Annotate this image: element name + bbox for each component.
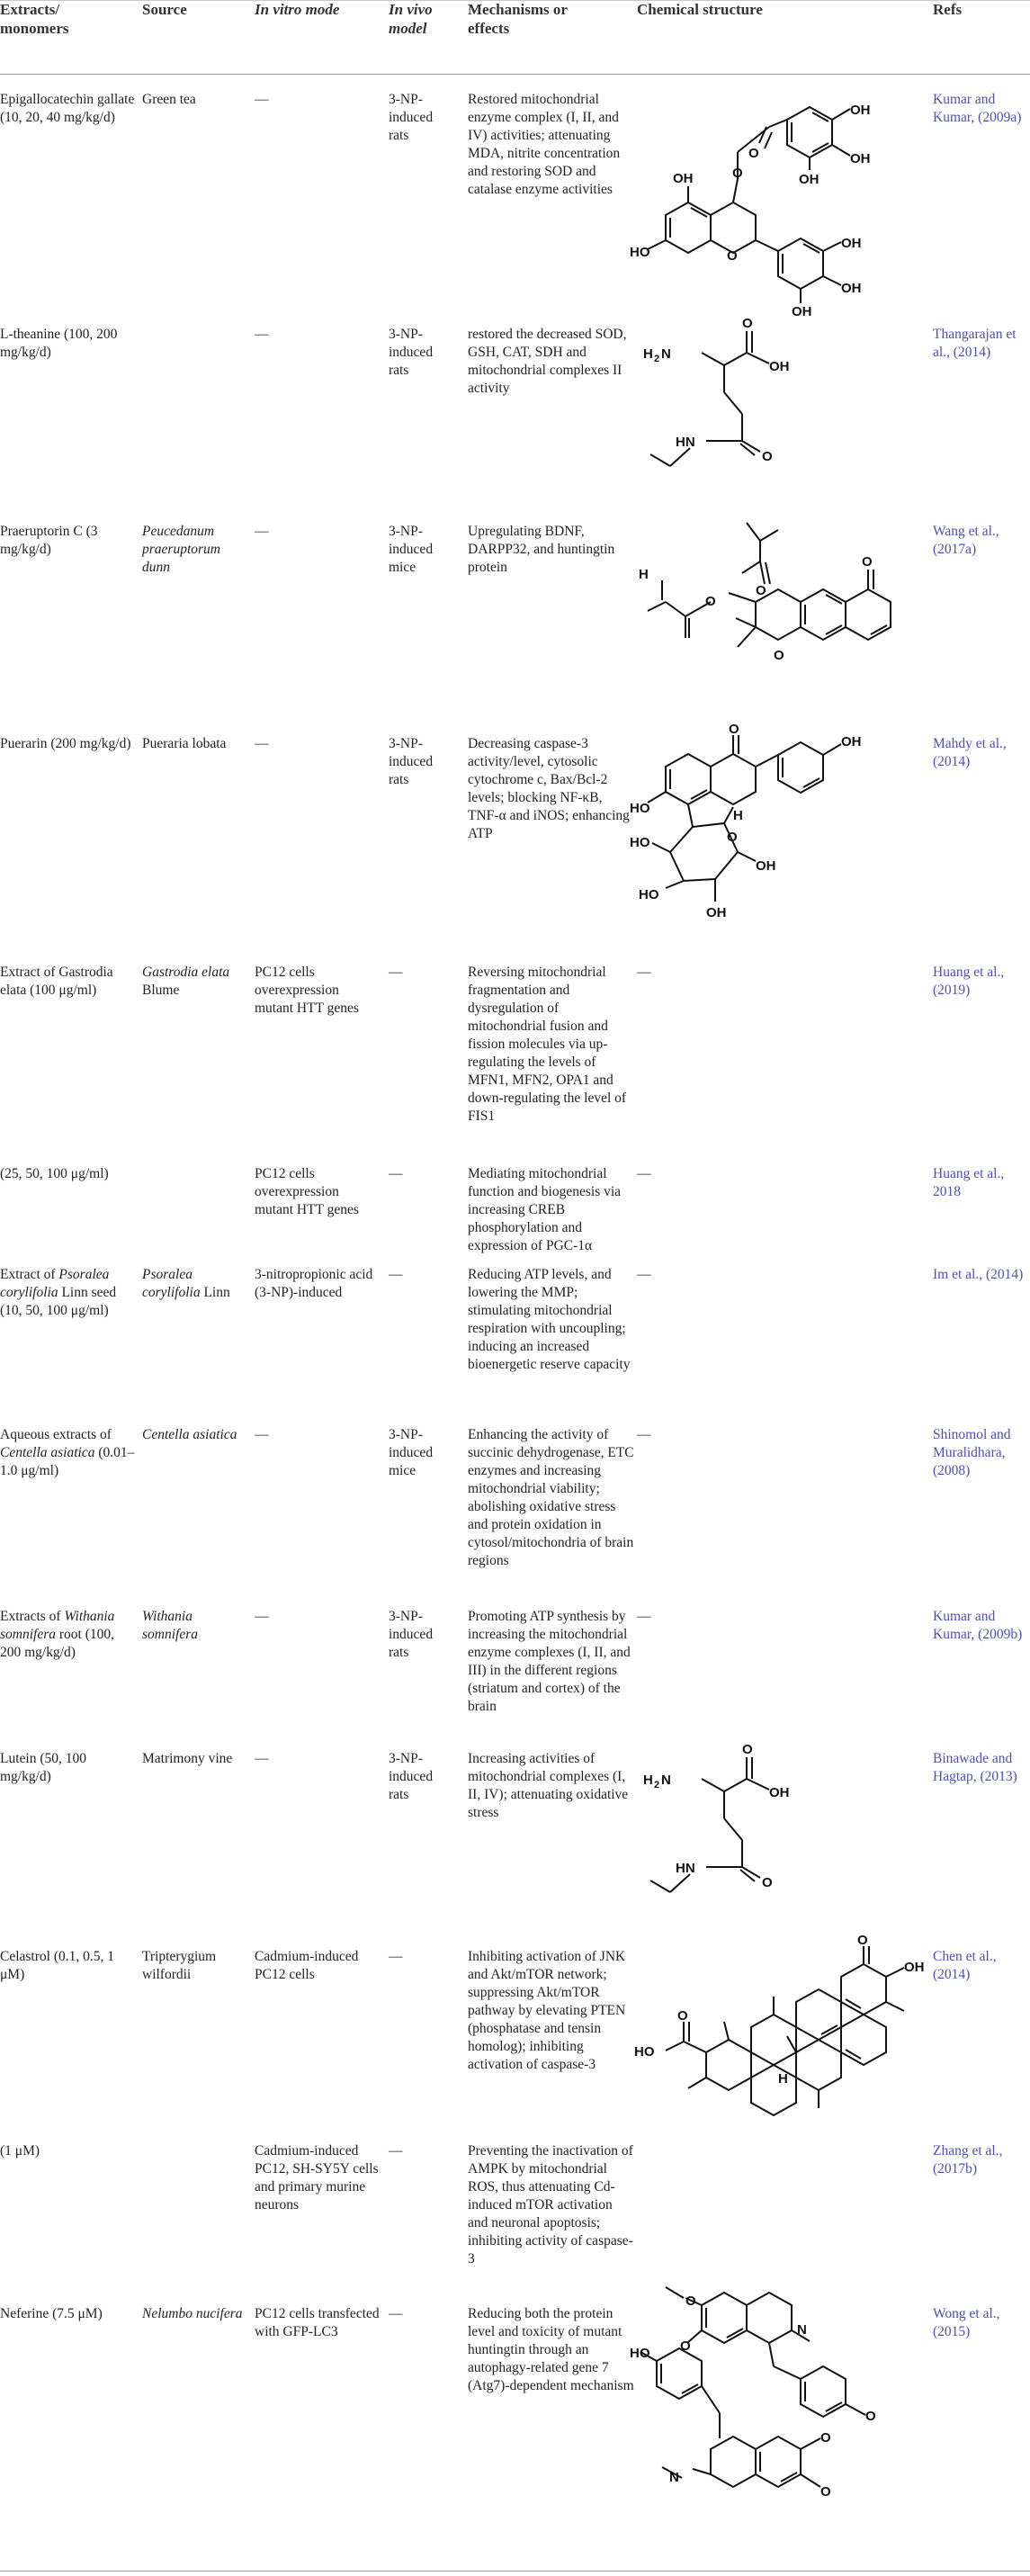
- cell-chemical-structure: —: [637, 1166, 651, 1181]
- svg-text:H: H: [639, 567, 649, 582]
- lutein-structure: [643, 1741, 823, 1912]
- name-part: Linn seed (10, 50, 100 μg/ml): [0, 1285, 117, 1318]
- cell-in-vitro: Cadmium-induced PC12, SH-SY5Y cells and primary murine neurons: [255, 2143, 379, 2212]
- cell-in-vitro: —: [255, 1427, 269, 1442]
- cell-mechanism: Mediating mitochondrial function and biogenesis via increasing CREB phosphorylation and expression of PGC-1α: [468, 1166, 622, 1253]
- svg-text:O: O: [729, 722, 739, 737]
- cell-extract: Epigallocatechin gallate (10, 20, 40 mg/kg/d): [0, 92, 135, 125]
- cell-in-vitro: —: [255, 736, 269, 751]
- header-in-vivo: In vivo model: [389, 1, 433, 37]
- svg-text:OH: OH: [769, 359, 790, 374]
- svg-text:O: O: [685, 2293, 696, 2309]
- cell-source: Pueraria lobata: [142, 736, 227, 751]
- svg-text:HN: HN: [676, 1861, 695, 1876]
- cell-extract: Neferine (7.5 μM): [0, 2306, 103, 2321]
- cell-in-vitro: —: [255, 1751, 269, 1766]
- cell-source: Centella asiatica: [142, 1427, 237, 1442]
- cell-ref-link[interactable]: Shinomol and Muralidhara, (2008): [933, 1427, 1011, 1478]
- cell-in-vivo: 3-NP-induced mice: [389, 524, 434, 575]
- svg-text:H: H: [643, 346, 653, 362]
- svg-text:N: N: [661, 346, 671, 362]
- name-part: elata (100 μg/ml): [0, 983, 97, 998]
- cell-in-vivo: —: [389, 2143, 403, 2159]
- name-part: Extract of: [0, 965, 59, 980]
- cell-mechanism: Promoting ATP synthesis by increasing the mitochondrial enzyme complexes (I, II, and III) in the different regions (striatum and cortex) of the brain: [468, 1609, 631, 1714]
- cell-in-vitro: 3-nitropropionic acid (3-NP)-induced: [255, 1267, 373, 1300]
- cell-in-vitro: Cadmium-induced PC12 cells: [255, 1949, 359, 1982]
- cell-mechanism: Reversing mitochondrial fragmentation and dysregulation of mitochondrial fusion and fission molecules via up-regulating the levels of MFN1, MFN2, OPA1 and down-regulating the level of FIS1: [468, 965, 627, 1124]
- source-part: Blume: [142, 983, 180, 998]
- svg-text:OH: OH: [841, 734, 862, 749]
- cell-ref-link[interactable]: Zhang et al., (2017b): [933, 2143, 1003, 2177]
- svg-text:HO: HO: [630, 2346, 650, 2361]
- svg-text:HN: HN: [676, 435, 695, 450]
- cell-chemical-structure: —: [637, 1267, 651, 1282]
- svg-text:O: O: [865, 2409, 876, 2424]
- svg-text:O: O: [857, 1933, 868, 1948]
- cell-in-vitro: —: [255, 327, 269, 342]
- svg-text:H: H: [733, 808, 743, 823]
- cell-extract: (1 μM): [0, 2143, 40, 2159]
- svg-text:O: O: [748, 146, 759, 161]
- cell-mechanism: Upregulating BDNF, DARPP32, and huntingtin protein: [468, 524, 615, 575]
- svg-text:H: H: [778, 2071, 788, 2087]
- cell-mechanism: restored the decreased SOD, GSH, CAT, SDH and mitochondrial complexes II activity: [468, 327, 627, 396]
- cell-mechanism: Reducing ATP levels, and lowering the MMP; stimulating mitochondrial respiration with uncoupling; inducing an increased bioenergetic reserve capacity: [468, 1267, 631, 1372]
- svg-text:O: O: [774, 648, 784, 663]
- cell-in-vivo: —: [389, 1267, 403, 1282]
- svg-text:O: O: [727, 830, 738, 845]
- svg-text:H: H: [643, 1773, 653, 1788]
- svg-text:OH: OH: [799, 172, 820, 187]
- cell-source: Matrimony vine: [142, 1751, 233, 1766]
- cell-in-vivo: 3-NP-induced mice: [389, 1427, 434, 1478]
- svg-text:O: O: [732, 166, 743, 181]
- cell-chemical-structure: —: [637, 965, 651, 980]
- svg-text:O: O: [680, 2338, 691, 2354]
- bottom-rule: [0, 2571, 1030, 2572]
- neferine-structure: [630, 2278, 927, 2539]
- cell-extract: [0, 964, 135, 1000]
- cell-in-vitro: —: [255, 524, 269, 539]
- header-extracts: Extracts/ monomers: [0, 1, 69, 37]
- cell-chemical-structure: —: [637, 1609, 651, 1624]
- svg-text:HO: HO: [639, 887, 659, 902]
- svg-text:O: O: [742, 316, 753, 331]
- svg-text:O: O: [820, 2430, 831, 2446]
- cell-chemical-structure: —: [637, 1427, 651, 1442]
- cell-in-vitro: —: [255, 92, 269, 107]
- cell-ref-link[interactable]: Kumar and Kumar, (2009a): [933, 92, 1022, 125]
- l-theanine-structure: [643, 315, 823, 486]
- cell-ref-link[interactable]: Chen et al., (2014): [933, 1949, 997, 1982]
- cell-in-vivo: 3-NP-induced rats: [389, 736, 434, 787]
- cell-extract: Praeruptorin C (3 mg/kg/d): [0, 524, 98, 557]
- cell-mechanism: Inhibiting activation of JNK and Akt/mTOR network; suppressing Akt/mTOR pathway by elevating PTEN (phosphatase and tensin homolog); inhibiting activation of caspase-3: [468, 1949, 626, 2072]
- cell-extract: Celastrol (0.1, 0.5, 1 μM): [0, 1949, 114, 1982]
- svg-text:HO: HO: [630, 245, 650, 260]
- name-part: Psoralea corylifolia: [0, 1267, 110, 1300]
- cell-in-vitro: PC12 cells overexpression mutant HTT genes: [255, 965, 359, 1016]
- praeruptorin-c-structure: [630, 512, 927, 692]
- name-part: Centella asiatica: [0, 1445, 95, 1460]
- svg-text:HO: HO: [634, 2044, 655, 2060]
- name-part: Withania somnifera: [0, 1609, 115, 1642]
- name-part: Gastrodia: [58, 965, 113, 980]
- cell-source: Nelumbo nucifera: [142, 2306, 243, 2321]
- source-part: Gastrodia elata: [142, 965, 230, 980]
- svg-text:OH: OH: [841, 236, 862, 251]
- svg-text:OH: OH: [706, 905, 727, 920]
- cell-in-vivo: —: [389, 965, 403, 980]
- cell-extract: [0, 1266, 135, 1320]
- header-mechanisms: Mechanisms or effects: [468, 1, 568, 37]
- cell-extract: L-theanine (100, 200 mg/kg/d): [0, 327, 118, 360]
- svg-text:N: N: [669, 2470, 679, 2485]
- cell-ref-link[interactable]: Mahdy et al., (2014): [933, 736, 1007, 769]
- svg-text:OH: OH: [850, 151, 871, 166]
- cell-in-vivo: —: [389, 2306, 403, 2321]
- name-part: root (100, 200 mg/kg/d): [0, 1627, 115, 1660]
- name-part: Extracts of: [0, 1609, 65, 1624]
- source-part: Psoralea corylifolia: [142, 1267, 201, 1300]
- cell-in-vitro: PC12 cells transfected with GFP-LC3: [255, 2306, 380, 2339]
- cell-mechanism: Reducing both the protein level and toxicity of mutant huntingtin through an autophagy-related gene 7 (Atg7)-dependent mechanism: [468, 2306, 634, 2393]
- cell-ref-link[interactable]: Im et al., (2014): [933, 1267, 1024, 1282]
- svg-text:O: O: [677, 2008, 688, 2024]
- egcg-structure: [630, 80, 927, 319]
- header-source: Source: [142, 1, 187, 18]
- cell-in-vivo: 3-NP-induced rats: [389, 327, 434, 378]
- svg-text:N: N: [797, 2322, 807, 2338]
- cell-extract: Lutein (50, 100 mg/kg/d): [0, 1751, 86, 1784]
- svg-text:2: 2: [654, 1780, 660, 1791]
- svg-text:O: O: [727, 248, 738, 264]
- cell-in-vivo: —: [389, 1166, 403, 1181]
- name-part: Extract of: [0, 1267, 59, 1282]
- svg-text:2: 2: [654, 354, 660, 364]
- cell-mechanism: Preventing the inactivation of AMPK by mitochondrial ROS, thus attenuating Cd-induced mTOR activation and neuronal apoptosis; inhibiting activity of caspase-3: [468, 2143, 633, 2266]
- cell-extract: Puerarin (200 mg/kg/d): [0, 736, 131, 751]
- svg-text:OH: OH: [756, 858, 776, 874]
- header-in-vitro: In vitro mode: [255, 1, 340, 18]
- cell-source: [142, 1266, 243, 1302]
- svg-text:HO: HO: [630, 835, 650, 850]
- svg-text:OH: OH: [904, 1960, 925, 1975]
- svg-text:OH: OH: [850, 103, 871, 118]
- svg-text:O: O: [762, 449, 773, 464]
- cell-source: Green tea: [142, 92, 196, 107]
- cell-extract: [0, 1608, 135, 1662]
- header-chemical-structure: Chemical structure: [637, 1, 763, 18]
- name-part: (0.01–1.0 μg/ml): [0, 1445, 135, 1478]
- cell-extract: [0, 1426, 135, 1480]
- cell-in-vitro: PC12 cells overexpression mutant HTT genes: [255, 1166, 359, 1217]
- header-rule: [0, 74, 1030, 75]
- cell-source: Peucedanum praeruptorum dunn: [142, 524, 220, 575]
- svg-text:OH: OH: [792, 304, 812, 319]
- svg-text:O: O: [742, 1742, 753, 1757]
- cell-ref-link[interactable]: Wang et al., (2017a): [933, 524, 999, 557]
- svg-text:O: O: [820, 2484, 831, 2500]
- svg-text:OH: OH: [841, 281, 862, 296]
- cell-source: [142, 964, 243, 1000]
- svg-text:O: O: [705, 594, 716, 609]
- cell-in-vivo: —: [389, 1949, 403, 1964]
- cell-ref-link[interactable]: Huang et al., (2019): [933, 965, 1005, 998]
- cell-mechanism: Decreasing caspase-3 activity/level, cytosolic cytochrome c, Bax/Bcl-2 levels; blocking NF-κB, TNF-α and iNOS; enhancing ATP: [468, 736, 630, 841]
- svg-text:OH: OH: [673, 171, 694, 186]
- cell-mechanism: Restored mitochondrial enzyme complex (I, II, and IV) activities; attenuating MDA, nitrite concentration and restoring SOD and catalase enzyme activities: [468, 92, 621, 197]
- source-part: Linn: [200, 1285, 230, 1300]
- svg-text:HO: HO: [630, 801, 650, 816]
- cell-ref-link[interactable]: Wong et al., (2015): [933, 2306, 1000, 2339]
- cell-in-vivo: 3-NP-induced rats: [389, 1609, 434, 1660]
- svg-text:N: N: [661, 1773, 671, 1788]
- celastrol-structure: [634, 1933, 931, 2121]
- puerarin-structure: [630, 722, 927, 942]
- svg-text:O: O: [862, 554, 873, 570]
- cell-ref-link[interactable]: Thangarajan et al., (2014): [933, 327, 1017, 360]
- header-refs: Refs: [933, 1, 963, 18]
- svg-text:O: O: [756, 583, 766, 598]
- cell-mechanism: Enhancing the activity of succinic dehydrogenase, ETC enzymes and increasing mitochondrial viability; abolishing oxidative stress and protein oxidation in cytosol/mitochondria of brain regions: [468, 1427, 634, 1568]
- cell-source: Withania somnifera: [142, 1609, 198, 1642]
- cell-ref-link[interactable]: Huang et al., 2018: [933, 1166, 1005, 1199]
- svg-text:OH: OH: [769, 1785, 790, 1800]
- cell-ref-link[interactable]: Kumar and Kumar, (2009b): [933, 1609, 1023, 1642]
- cell-in-vivo: 3-NP-induced rats: [389, 1751, 434, 1802]
- cell-mechanism: Increasing activities of mitochondrial complexes (I, II, IV); attenuating oxidative stress: [468, 1751, 629, 1820]
- cell-extract: (25, 50, 100 μg/ml): [0, 1166, 109, 1181]
- cell-source: Tripterygium wilfordii: [142, 1949, 217, 1982]
- cell-ref-link[interactable]: Binawade and Hagtap, (2013): [933, 1751, 1017, 1784]
- cell-in-vitro: —: [255, 1609, 269, 1624]
- name-part: Aqueous extracts of: [0, 1427, 112, 1442]
- svg-text:O: O: [762, 1875, 773, 1890]
- cell-in-vivo: 3-NP-induced rats: [389, 92, 434, 143]
